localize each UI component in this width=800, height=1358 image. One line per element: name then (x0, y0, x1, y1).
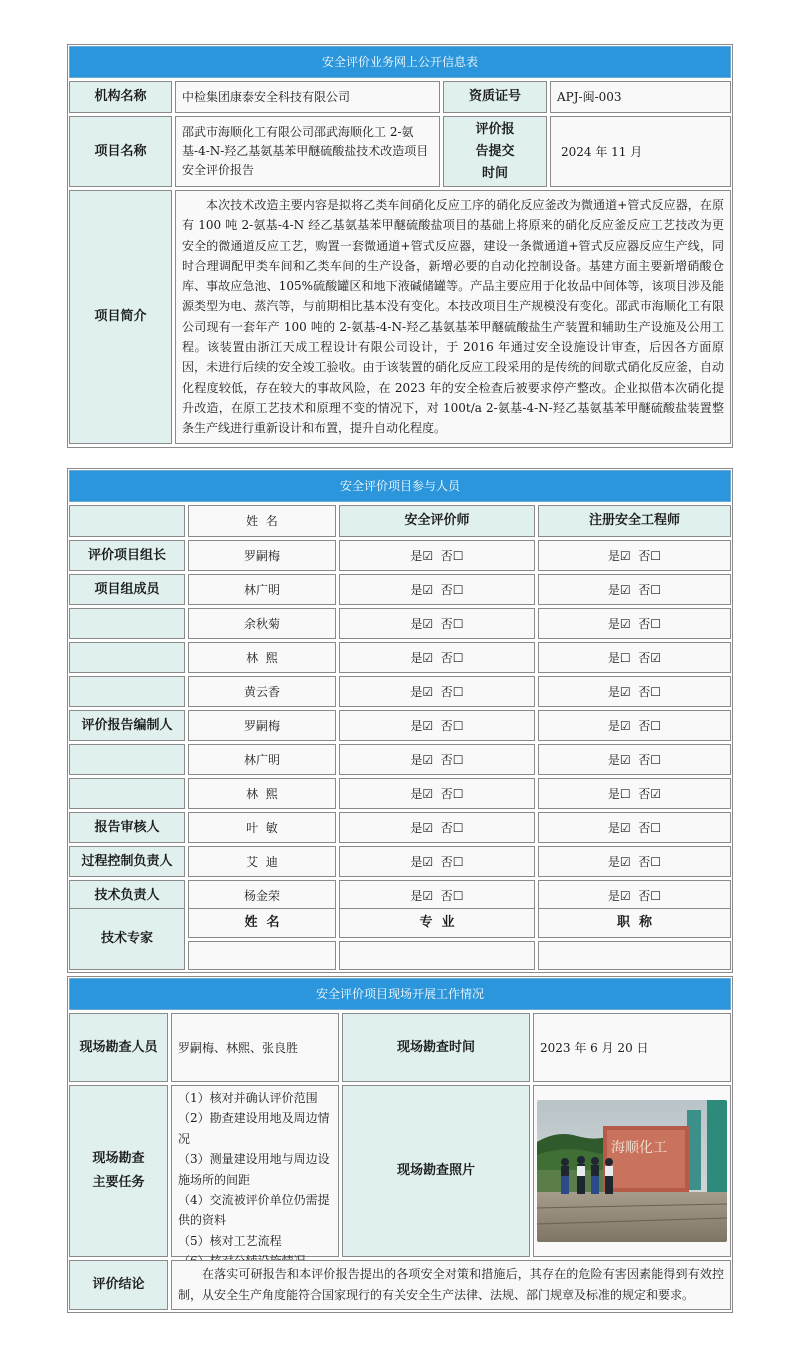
survey-photo-cell (533, 1085, 731, 1257)
personnel-name: 林 熙 (188, 778, 336, 809)
personnel-role (69, 608, 185, 639)
personnel-engineer-check: 是☑ 否☐ (538, 540, 731, 571)
public-info-table (67, 44, 733, 448)
personnel-role (69, 676, 185, 707)
personnel-engineer-check: 是☑ 否☐ (538, 880, 731, 911)
project-intro-text: 本次技术改造主要内容是拟将乙类车间硝化反应工序的硝化反应釜改为微通道+管式反应器，在原有 100 吨 2-氨基-4-N 经乙基氨基苯甲醚硫酸盐项目的基础上将原来的硝化反应釜反应工艺技改为更安全的微通道反应工艺，购置一套微通道+管式反应器，建设一条微通道+管式反应器反应生产线，同时合理调配甲类车间和乙类车间的生产设备，新增必要的自动化控制设备。基建方面主要新增硝酸仓库、事故应急池、105%硫酸罐区和地下液碱储罐等。产品主要应用于化妆品中间体等，该项目涉及能源类型为电、蒸汽等，与前期相比基本没有变化。本技改项目生产规模没有变化。邵武市海顺化工有限公司现有一套年产 100 吨的 2-氨基-4-N-羟乙基氨基苯甲醚硫酸盐生产装置和辅助生产设施及公用工程。该装置由浙江天成工程设计有限公司设计，于 2016 年通过安全设施设计审查，后因各方面原因，未进行后续的安全竣工验收。由于该装置的硝化反应工段采用的是传统的间歇式硝化反应釜，自动化程度较低，存在较大的事故风险，在 2023 年的安全检查后被要求停产整改。企业拟借本次硝化提升改造，在原工艺技术和原理不变的情况下，对 100t/a 2-氨基-4-N-羟乙基氨基苯甲醚硫酸盐装置整条生产线进行重新设计和布置，提升自动化程度。 (175, 190, 731, 444)
survey-time-value: 2023 年 6 月 20 日 (533, 1013, 731, 1082)
project-name-label: 项目名称 (69, 116, 172, 187)
org-name-value: 中检集团康泰安全科技有限公司 (175, 81, 440, 113)
personnel-table (67, 468, 733, 973)
org-name-label: 机构名称 (69, 81, 172, 113)
site-work-table (67, 976, 733, 1313)
personnel-name: 叶 敏 (188, 812, 336, 843)
personnel-engineer-check: 是☑ 否☐ (538, 744, 731, 775)
technical-expert-label: 技术专家 (69, 908, 185, 970)
personnel-role: 评价项目组长 (69, 540, 185, 571)
conclusion-label: 评价结论 (69, 1260, 168, 1310)
submit-time-value: 2024 年 11 月 (550, 116, 731, 187)
project-name-value: 邵武市海顺化工有限公司邵武海顺化工 2-氨基-4-N-羟乙基氨基苯甲醚硫酸盐技术改造项目安全评价报告 (175, 116, 440, 187)
personnel-engineer-check: 是☑ 否☐ (538, 608, 731, 639)
survey-tasks-label: 现场勘查主要任务 (69, 1085, 168, 1257)
personnel-title: 安全评价项目参与人员 (69, 470, 731, 502)
personnel-evaluator-check: 是☑ 否☐ (339, 880, 535, 911)
project-intro-label: 项目简介 (69, 190, 172, 444)
personnel-evaluator-check: 是☑ 否☐ (339, 608, 535, 639)
personnel-engineer-check: 是☐ 否☑ (538, 778, 731, 809)
survey-tasks-text: （1）核对并确认评价范围 （2）勘查建设用地及周边情况 （3）测量建设用地与周边设施场所的间距 （4）交流被评价单位仍需提供的资料 （5）核对工艺流程 (171, 1085, 339, 1257)
site-survey-photo (537, 1100, 727, 1242)
personnel-name: 罗嗣梅 (188, 710, 336, 741)
personnel-engineer-check: 是☑ 否☐ (538, 812, 731, 843)
personnel-engineer-check: 是☑ 否☐ (538, 846, 731, 877)
cert-no-value: APJ-闽-003 (550, 81, 731, 113)
personnel-evaluator-check: 是☑ 否☐ (339, 846, 535, 877)
personnel-evaluator-check: 是☑ 否☐ (339, 540, 535, 571)
personnel-role (69, 778, 185, 809)
expert-header-name: 姓 名 (188, 908, 336, 938)
personnel-name: 杨金荣 (188, 880, 336, 911)
personnel-evaluator-check: 是☑ 否☐ (339, 778, 535, 809)
personnel-header-engineer: 注册安全工程师 (538, 505, 731, 537)
site-photo-image (537, 1100, 727, 1242)
personnel-role: 技术负责人 (69, 880, 185, 911)
survey-time-label: 现场勘查时间 (342, 1013, 530, 1082)
personnel-header-name: 姓 名 (188, 505, 336, 537)
expert-header-title: 职 称 (538, 908, 731, 938)
public-info-title: 安全评价业务网上公开信息表 (69, 46, 731, 78)
personnel-role (69, 744, 185, 775)
personnel-evaluator-check: 是☑ 否☐ (339, 812, 535, 843)
survey-staff-value: 罗嗣梅、林熙、张良胜 (171, 1013, 339, 1082)
personnel-engineer-check: 是☑ 否☐ (538, 574, 731, 605)
personnel-engineer-check: 是☑ 否☐ (538, 676, 731, 707)
personnel-role: 项目组成员 (69, 574, 185, 605)
submit-time-label: 评价报告提交时间 (443, 116, 547, 187)
personnel-name: 林广明 (188, 574, 336, 605)
personnel-name: 林 熙 (188, 642, 336, 673)
personnel-engineer-check: 是☑ 否☐ (538, 710, 731, 741)
personnel-name: 黄云香 (188, 676, 336, 707)
personnel-header-role (69, 505, 185, 537)
personnel-header-evaluator: 安全评价师 (339, 505, 535, 537)
personnel-name: 艾 迪 (188, 846, 336, 877)
personnel-name: 林广明 (188, 744, 336, 775)
conclusion-text: 在落实可研报告和本评价报告提出的各项安全对策和措施后，其存在的危险有害因素能得到有效控制，从安全生产角度能符合国家现行的有关安全生产法律、法规、部门规章及标准的规定和要求。 (171, 1260, 731, 1310)
personnel-evaluator-check: 是☑ 否☐ (339, 642, 535, 673)
personnel-name: 余秋菊 (188, 608, 336, 639)
personnel-role: 报告审核人 (69, 812, 185, 843)
personnel-role: 过程控制负责人 (69, 846, 185, 877)
expert-header-major: 专 业 (339, 908, 535, 938)
personnel-evaluator-check: 是☑ 否☐ (339, 710, 535, 741)
expert-empty-major (339, 941, 535, 970)
personnel-engineer-check: 是☐ 否☑ (538, 642, 731, 673)
personnel-evaluator-check: 是☑ 否☐ (339, 744, 535, 775)
personnel-evaluator-check: 是☑ 否☐ (339, 574, 535, 605)
survey-staff-label: 现场勘查人员 (69, 1013, 168, 1082)
expert-empty-title (538, 941, 731, 970)
personnel-role (69, 642, 185, 673)
personnel-evaluator-check: 是☑ 否☐ (339, 676, 535, 707)
expert-empty-name (188, 941, 336, 970)
site-work-title: 安全评价项目现场开展工作情况 (69, 978, 731, 1010)
personnel-role: 评价报告编制人 (69, 710, 185, 741)
survey-photo-label: 现场勘查照片 (342, 1085, 530, 1257)
cert-no-label: 资质证号 (443, 81, 547, 113)
personnel-name: 罗嗣梅 (188, 540, 336, 571)
photo-sign-text: 海顺化工 (611, 1140, 667, 1156)
